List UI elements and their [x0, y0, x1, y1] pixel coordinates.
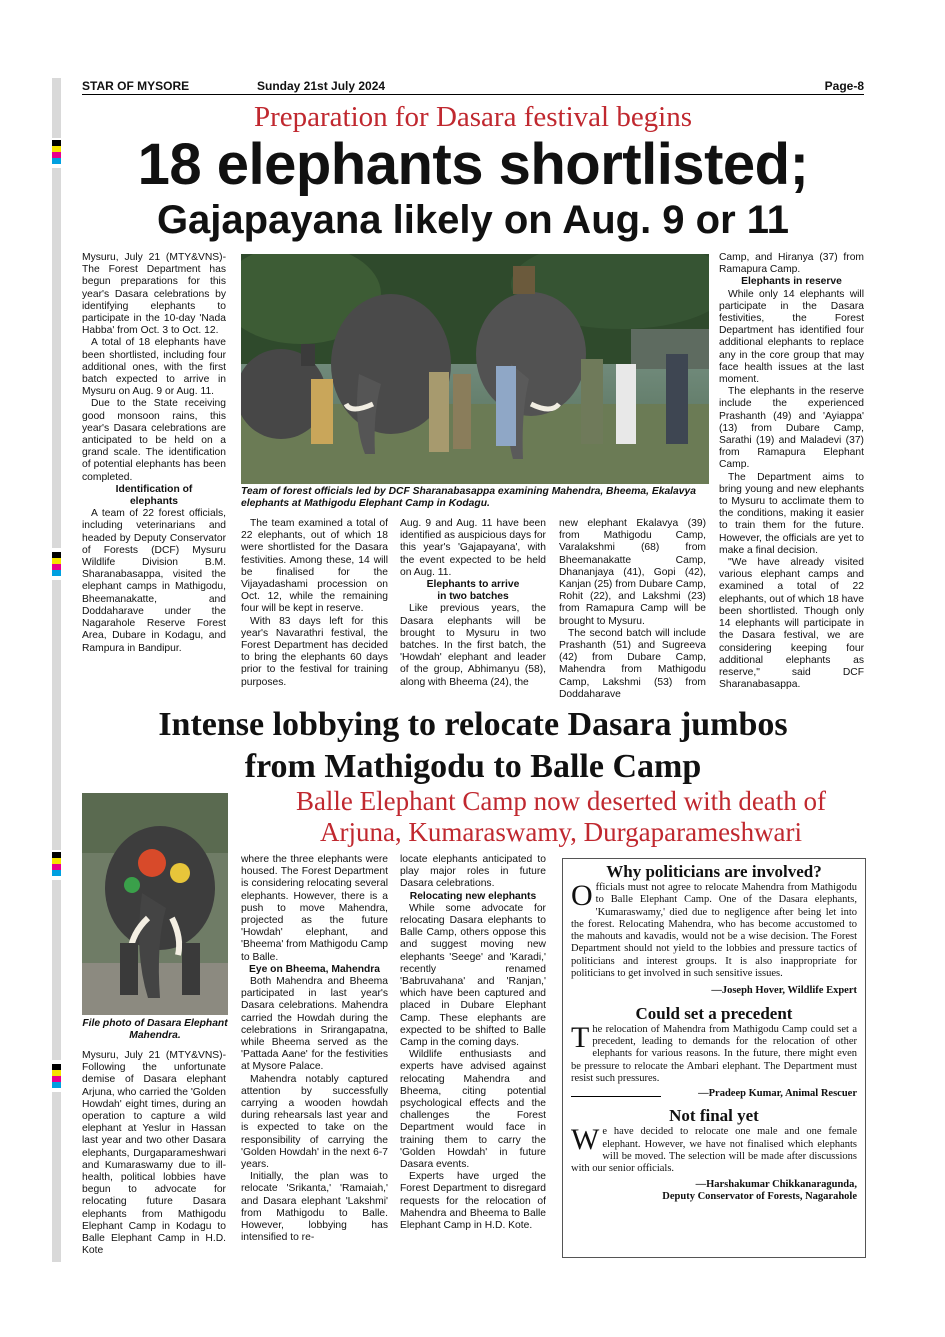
- paragraph: Mysuru, July 21 (MTY&VNS)- The Forest Department has begun preparations for this year's Dasara celebrations by identifying elephants to participate in the 10-day 'Nada Habba' from Oct. 3 to Oct. 12.: [82, 252, 226, 337]
- quote-text: e have decided to relocate one male and one female elephant. However, we have not finalised which elephants will be moved. The selection will be made after discussions with our senior officials.: [571, 1126, 857, 1175]
- paper-name: STAR OF MYSORE: [82, 79, 190, 93]
- cmyk-marks: [52, 140, 61, 164]
- subheading: Relocating new elephants: [409, 890, 537, 902]
- paragraph: The Department aims to bring young and new elephants to Mysuru to acclimate them to the conditions, making it easier to train them for the future. However, the officials are yet to make a final decision.: [719, 471, 864, 556]
- paragraph: Camp, and Hiranya (37) from Ramapura Camp.: [719, 252, 864, 276]
- quote-text: he relocation of Mahendra from Mathigodu Camp could set a precedent, leading to demands for the relocation of other elephants for various reasons. In the future, there might even be pressure to relocate the Ambari elephant. The Department must resist such pressures.: [571, 1023, 857, 1084]
- paragraph: The second batch will include Prashanth (51) and Sugreeva (42) from Dubare Camp, Mahendra from Mathigodu Camp, Lakshmi (53) from Doddaharave: [559, 627, 706, 700]
- signature-text: —Pradeep Kumar, Animal Rescuer: [698, 1088, 857, 1100]
- paragraph: locate elephants anticipated to play major roles in future Dasara celebrations.: [400, 854, 546, 890]
- sidebar-signature-1: —Joseph Hover, Wildlife Expert: [711, 985, 857, 997]
- subheading: Identification of elephants: [115, 483, 193, 508]
- story2-headline-line1: Intense lobbying to relocate Dasara jumbos: [158, 706, 788, 743]
- paragraph: Initially, the plan was to relocate 'Srikanta,' 'Ramaiah,' and Dasara elephant 'Lakshmi' from Mathigodu to Balle. However, lobbying has intensified to re-: [241, 1171, 388, 1244]
- cmyk-marks: [52, 552, 61, 576]
- paragraph: "We have already visited various elephant camps and examined a total of 22 elephants, out of which 18 have been shortlisted. Though only 14 elephants will participate in the Dasara festival, we are considering keeping four additional elephants as reserve," said DCF Sharanabasappa.: [719, 557, 864, 691]
- paragraph: Due to the State receiving good monsoon rains, this year's Dasara celebrations are anticipated to be held on a grand scale. The identification of potential elephants has been completed.: [82, 398, 226, 483]
- paragraph: where the three elephants were housed. The Forest Department is considering relocating several elephants. However, there is a push to move Mahendra, projected as the future 'Howdah' elephant, and 'Bheema' from Mathigodu Camp to Balle.: [241, 854, 389, 963]
- paragraph: A team of 22 forest officials, including veterinarians and headed by Deputy Conservator of Forests (DCF) Mysuru Wildlife Division B.M. Sharanabasappa, visited the elephant camps in Mathigodu, Bheemanakatte, and Doddaharave under the Nagarahole Reserve Forest Area, Dubare in Kodagu, and Rampura in Bandipur.: [82, 508, 226, 654]
- painted-elephant-illustration: [82, 793, 228, 1015]
- paragraph: new elephant Ekalavya (39) from Mathigodu Camp, Varalakshmi (68) from Bheemanakatte Camp, Dhananjaya (41), Gopi (42), Kanjan (25) from Dubare Camp, Rohit (22), and Lakshmi (23) from Ramapura Camp will be brought to Mysuru.: [559, 518, 706, 627]
- story2-headline: [82, 704, 864, 788]
- story1-headline-line2: Gajapayana likely on Aug. 9 or 11: [156, 198, 790, 242]
- story1-column-1: [82, 252, 226, 655]
- story1-photo-caption: Team of forest officials led by DCF Sharanabasappa examining Mahendra, Bheema, Ekalavya elephants at Mathigodu Elephant Camp in Kodagu.: [241, 486, 696, 509]
- story1-headline-line1: 18 elephants shortlisted;: [137, 132, 809, 197]
- paragraph: Mysuru, July 21 (MTY&VNS)- Following the unfortunate demise of Dasara elephant Arjuna, who carried the 'Golden Howdah' eight times, during an operation to capture a wild elephant at Yeslur in Hassan last year and two other Dasara elephants, Durgaparameshwari and Kumaraswamy due to ill-health, political lobbies have begun to advocate for relocating future Dasara elephants from Mathigodu Elephant Camp in Kodagu to Balle Elephant Camp in H.D. Kote: [82, 1050, 226, 1257]
- story2-column-3: [400, 854, 546, 1232]
- paragraph: Wildlife enthusiasts and experts have advised against relocating Mahendra and Bheema, citing potential psychological effects and the challenges the Forest Department would face in training them to carry the 'Golden Howdah' in future Dasara events.: [400, 1049, 546, 1171]
- story2-photo: [82, 793, 228, 1015]
- divider: [571, 1096, 661, 1097]
- paragraph: The team examined a total of 22 elephants, out of which 18 were shortlisted for the Dasara festivities. Among these, 14 will be finalised for the Vijayadashami procession on Oct. 12, while the remaining four will be kept in reserve.: [241, 518, 388, 615]
- paragraph: While only 14 elephants will participate in the Dasara festivities, the Forest Department has identified four additional elephants to replace any in the core group that may face health issues at the last moment.: [719, 288, 864, 386]
- paragraph: Mahendra notably captured attention by successfully carrying a wooden howdah during rehearsals last year and is expected to take on the responsibility of carrying the 'Golden Howdah' in the next 6-7 years.: [241, 1073, 388, 1171]
- opinion-sidebar: [562, 858, 866, 1258]
- story1-column-3: [400, 518, 546, 689]
- paragraph: Like previous years, the Dasara elephants will be brought to Mysuru in two batches. In the first batch, the 'Howdah' elephant and leader of the group, Abhimanyu (58), along with Bheema (24), the: [400, 603, 546, 688]
- page-number: Page-8: [824, 79, 864, 93]
- subheading: Eye on Bheema, Mahendra: [248, 963, 381, 975]
- story1-kicker: Preparation for Dasara festival begins: [253, 101, 693, 133]
- story1-column-4: [559, 518, 706, 701]
- story2-kicker: [245, 786, 877, 848]
- paragraph: The elephants in the reserve include the experienced Prashanth (49) and 'Ayiappa' (13) from Dubare Camp, Sarathi (19) and Maladevi (37) from Ramapura Elephant Camp.: [719, 386, 864, 471]
- sidebar-heading-1: Why politicians are involved?: [606, 862, 822, 881]
- story1-column-2: [241, 518, 388, 689]
- sidebar-signature-3a: —Harshakumar Chikkanaragunda,: [695, 1178, 857, 1190]
- paragraph: With 83 days left for this year's Navarathri festival, the Forest Department has decided to bring the elephants 60 days prior to the festival for training purposes.: [241, 615, 388, 688]
- paragraph: While some advocate for relocating Dasara elephants to Balle Camp, others oppose this and suggest moving new elephants 'Seege' and 'Karadi,' recently renamed 'Babruvahana' and 'Ranjan,' which have been captured and placed in Dubare Elephant Camp. These elephants are expected to be shifted to Balle Camp in the coming days.: [400, 902, 546, 1049]
- drop-cap: T: [571, 1020, 590, 1054]
- story2-kicker-line2: Arjuna, Kumaraswamy, Durgaparameshwari: [319, 817, 803, 847]
- sidebar-signature-2: [563, 1088, 865, 1100]
- print-bar: [52, 580, 61, 850]
- story2-photo-caption: File photo of Dasara Elephant Mahendra.: [82, 1018, 228, 1041]
- elephants-photo-illustration: [241, 254, 709, 484]
- drop-cap: O: [571, 879, 593, 912]
- cmyk-marks: [52, 852, 61, 876]
- paragraph: A total of 18 elephants have been shortlisted, including four additional ones, with the first batch expected to arrive in Mysuru on Aug. 9 or Aug. 11.: [82, 337, 226, 398]
- story1-photo: [241, 254, 709, 484]
- cmyk-marks: [52, 1064, 61, 1088]
- sidebar-quote-2: [563, 1020, 865, 1085]
- subheading: Elephants in reserve: [741, 276, 842, 288]
- story2-kicker-line1: Balle Elephant Camp now deserted with death of: [295, 786, 827, 816]
- print-bar: [52, 1092, 61, 1262]
- paragraph: Experts have urged the Forest Department to disregard requests for the relocation of Mahendra and Bheema to Balle Elephant Camp in H.D. Kote.: [400, 1171, 546, 1232]
- sidebar-heading-2: Could set a precedent: [635, 1003, 793, 1023]
- story1-column-5: [719, 252, 864, 691]
- story2-column-1: [82, 1050, 226, 1257]
- quote-text: fficials must not agree to relocate Mahendra from Mathigodu to Balle Elephant Camp. One of the Dasara elephants, 'Kumaraswamy,' died due to negligence after being let into the forest. Relocating Mahendra, who has become accustomed to the mahouts and kavadis, would not be a wise decision. The Forest Department should not yield to the lobbies and pressure tactics of politicians and interest groups. It is also inappropriate for politicians to get involved in such sensitive issues.: [571, 882, 857, 980]
- paragraph: Both Mahendra and Bheema participated in last year's Dasara celebrations. Mahendra carried the Howdah during the celebrations in Srirangapatna, while Bheema served as the 'Pattada Aane' for the festivities at Mysore Palace.: [241, 976, 388, 1073]
- print-bar: [52, 78, 61, 138]
- sidebar-quote-1: [563, 879, 865, 980]
- print-bar: [52, 880, 61, 1060]
- sidebar-signature-3b: Deputy Conservator of Forests, Nagarahole: [662, 1190, 857, 1202]
- issue-date: Sunday 21st July 2024: [257, 79, 386, 93]
- page-header: [82, 78, 864, 95]
- print-bar: [52, 168, 61, 548]
- paragraph: Aug. 9 and Aug. 11 have been identified as auspicious days for this year's 'Gajapayana', with the event expected to be held on Aug. 11.: [400, 518, 546, 578]
- story2-column-2: [241, 854, 388, 1245]
- sidebar-heading-3: Not final yet: [669, 1106, 759, 1126]
- story2-headline-line2: from Mathigodu to Balle Camp: [244, 748, 702, 785]
- drop-cap: W: [571, 1123, 600, 1157]
- sidebar-quote-3: [563, 1123, 865, 1175]
- subheading: Elephants to arrive in two batches: [426, 579, 520, 603]
